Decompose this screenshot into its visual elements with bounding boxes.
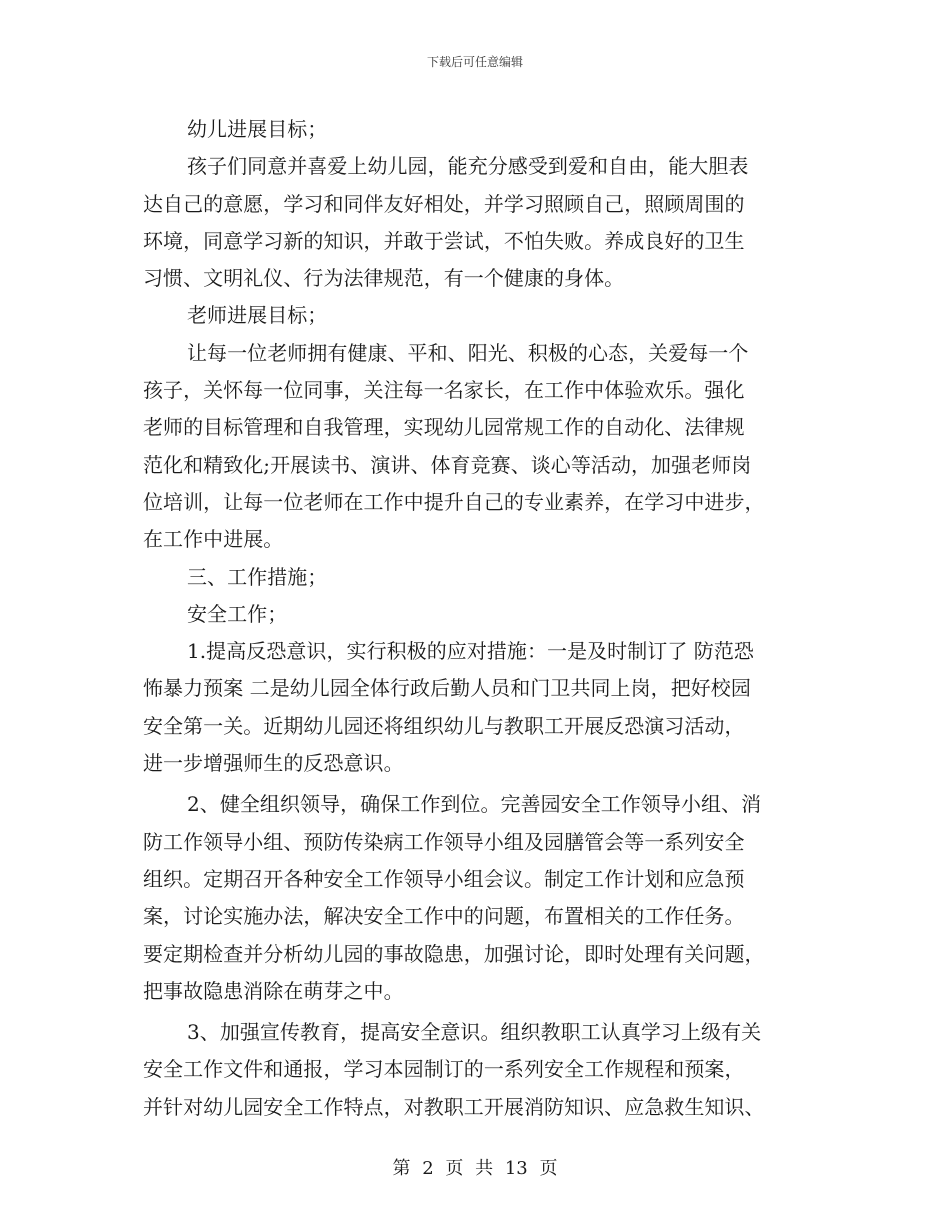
paragraph-teacher-goals-heading [143, 297, 811, 334]
text-line: 环境，同意学习新的知识，并敢于尝试，不怕失败。养成良好的卫生 [143, 228, 745, 253]
text-line: 把事故隐患消除在萌芽之中。 [143, 978, 404, 1003]
text-line: 范化和精致化;开展读书、演讲、体育竞赛、谈心等活动，加强老师岗 [143, 452, 752, 477]
text-line: 在工作中进展。 [143, 527, 284, 552]
text-line: 安全第一关。近期幼儿园还将组织幼儿与教职工开展反恐演习活动， [143, 713, 745, 738]
paragraph-child-goals-heading [143, 111, 811, 148]
text-line: 进一步增强师生的反恐意识。 [143, 751, 404, 776]
page-header: 下载后可任意编辑 [426, 55, 523, 69]
paragraph-item-3 [143, 1014, 811, 1126]
text-line: 达自己的意愿，学习和同伴友好相处，并学习照顾自己，照顾周围的 [143, 191, 745, 216]
text-line: 组织。定期召开各种安全工作领导小组会议。制定工作计划和应急预 [143, 866, 745, 891]
paragraph-child-goals [143, 148, 811, 297]
paragraph-item-2 [143, 786, 811, 1010]
text-line: 案，讨论实施办法，解决安全工作中的问题，布置相关的工作任务。 [143, 904, 745, 929]
text-line: 三、工作措施； [187, 564, 328, 589]
paragraph-item-1 [143, 633, 811, 782]
text-line: 要定期检查并分析幼儿园的事故隐患，加强讨论，即时处理有关问题， [143, 941, 765, 966]
text-line: 老师进展目标； [187, 303, 328, 328]
text-line: 习惯、文明礼仪、行为法律规范，有一个健康的身体。 [143, 266, 625, 291]
text-line: 安全工作文件和通报，学习本园制订的一系列安全工作规程和预案， [143, 1057, 745, 1082]
subheading-safety-work [143, 596, 811, 633]
document-body [143, 111, 811, 1126]
text-line: 2、健全组织领导，确保工作到位。完善园安全工作领导小组、消 [187, 792, 762, 817]
text-line: 3、加强宣传教育，提高安全意识。组织教职工认真学习上级有关 [187, 1020, 762, 1045]
text-line: 防工作领导小组、预防传染病工作领导小组及园膳管会等一系列安全 [143, 829, 745, 854]
paragraph-teacher-goals [143, 335, 811, 559]
section-heading-work-measures [143, 559, 811, 596]
text-line: 1.提高反恐意识，实行积极的应对措施：一是及时制订了 防范恐 [187, 639, 754, 664]
text-line: 并针对幼儿园安全工作特点，对教职工开展消防知识、应急救生知识、 [143, 1094, 765, 1119]
text-line: 孩子，关怀每一位同事，关注每一名家长，在工作中体验欢乐。强化 [143, 378, 745, 403]
page-footer: 第 2 页 共 13 页 [392, 1158, 558, 1179]
text-line: 幼儿进展目标； [187, 117, 328, 141]
text-line: 老师的目标管理和自我管理，实现幼儿园常规工作的自动化、法律规 [143, 415, 745, 440]
text-line: 孩子们同意并喜爱上幼儿园，能充分感受到爱和自由，能大胆表 [187, 154, 749, 179]
text-line: 安全工作； [187, 601, 288, 626]
text-line: 怖暴力预案 二是幼儿园全体行政后勤人员和门卫共同上岗，把好校园 [143, 676, 751, 701]
text-line: 让每一位老师拥有健康、平和、阳光、积极的心态，关爱每一个 [187, 340, 749, 365]
text-line: 位培训，让每一位老师在工作中提升自己的专业素养，在学习中进步， [143, 489, 765, 514]
